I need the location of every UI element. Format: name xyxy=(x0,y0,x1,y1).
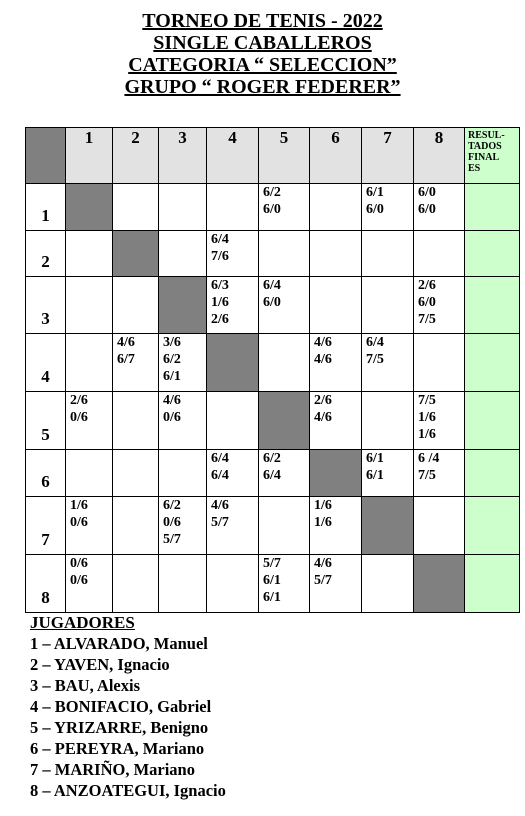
score-cell xyxy=(362,184,414,231)
score-cell xyxy=(113,392,159,450)
set-score: 6/1 xyxy=(263,573,281,588)
set-score: 6/7 xyxy=(117,352,135,367)
set-score: 4/6 xyxy=(314,335,332,350)
score-cell xyxy=(66,497,113,555)
set-score: 6/2 xyxy=(263,451,281,466)
score-cell xyxy=(207,497,259,555)
score-cell xyxy=(259,334,310,392)
score-cell xyxy=(259,231,310,277)
score-cell xyxy=(414,497,465,555)
set-score: 4/6 xyxy=(211,498,229,513)
score-cell xyxy=(362,277,414,334)
score-cell xyxy=(113,555,159,613)
row-header: 6 xyxy=(26,450,66,497)
set-score: 1/6 xyxy=(418,410,436,425)
set-score: 6/4 xyxy=(211,232,229,247)
score-cell xyxy=(159,334,207,392)
row-header: 8 xyxy=(26,555,66,613)
results-header-line: TADOS xyxy=(468,141,502,152)
score-cell xyxy=(207,277,259,334)
score-cell xyxy=(310,231,362,277)
table-row xyxy=(26,334,520,392)
set-score: 6/0 xyxy=(366,202,384,217)
score-cell xyxy=(310,184,362,231)
set-score: 6/2 xyxy=(163,352,181,367)
diagonal-cell xyxy=(362,497,414,555)
set-score: 0/6 xyxy=(163,515,181,530)
title-group: GRUPO “ ROGER FEDERER” xyxy=(124,76,401,98)
set-score: 1/6 xyxy=(314,515,332,530)
col-header-4: 4 xyxy=(207,128,259,184)
set-score: 2/6 xyxy=(418,278,436,293)
set-score: 6/4 xyxy=(263,468,281,483)
final-result-cell xyxy=(465,450,520,497)
score-cell xyxy=(207,450,259,497)
score-cell xyxy=(362,555,414,613)
set-score: 7/5 xyxy=(418,393,436,408)
score-cell xyxy=(207,231,259,277)
set-score: 0/6 xyxy=(70,515,88,530)
score-cell xyxy=(207,184,259,231)
score-cell xyxy=(310,392,362,450)
set-score: 3/6 xyxy=(163,335,181,350)
score-cell xyxy=(259,497,310,555)
col-header-5: 5 xyxy=(259,128,310,184)
set-score: 6/3 xyxy=(211,278,229,293)
set-score: 6/4 xyxy=(263,278,281,293)
table-row xyxy=(26,555,520,613)
set-score: 4/6 xyxy=(163,393,181,408)
col-header-1: 1 xyxy=(66,128,113,184)
row-header: 7 xyxy=(26,497,66,555)
col-header-2: 2 xyxy=(113,128,159,184)
players-heading: JUGADORES xyxy=(30,613,135,632)
col-header-3: 3 xyxy=(159,128,207,184)
set-score: 4/6 xyxy=(117,335,135,350)
col-header-8: 8 xyxy=(414,128,465,184)
score-cell xyxy=(362,231,414,277)
set-score: 5/7 xyxy=(163,532,181,547)
col-header-7: 7 xyxy=(362,128,414,184)
diagonal-cell xyxy=(414,555,465,613)
table-row xyxy=(26,231,520,277)
set-score: 6/4 xyxy=(211,451,229,466)
set-score: 6/1 xyxy=(366,451,384,466)
table-row xyxy=(26,497,520,555)
diagonal-cell xyxy=(159,277,207,334)
score-cell xyxy=(113,184,159,231)
final-result-cell xyxy=(465,184,520,231)
player-item: 5 – YRIZARRE, Benigno xyxy=(30,718,209,737)
diagonal-cell xyxy=(259,392,310,450)
row-header: 4 xyxy=(26,334,66,392)
score-cell xyxy=(113,277,159,334)
final-result-cell xyxy=(465,277,520,334)
set-score: 6/0 xyxy=(418,295,436,310)
title-tournament: TORNEO DE TENIS - 2022 xyxy=(142,10,383,32)
score-cell xyxy=(159,450,207,497)
set-score: 0/6 xyxy=(70,410,88,425)
score-cell xyxy=(414,184,465,231)
set-score: 7/5 xyxy=(418,312,436,327)
final-result-cell xyxy=(465,334,520,392)
set-score: 7/5 xyxy=(366,352,384,367)
set-score: 0/6 xyxy=(70,573,88,588)
score-cell xyxy=(159,555,207,613)
set-score: 6 /4 xyxy=(418,451,440,466)
score-cell xyxy=(66,231,113,277)
score-cell xyxy=(66,450,113,497)
title-division: SINGLE CABALLEROS xyxy=(153,32,372,54)
score-cell xyxy=(113,450,159,497)
set-score: 1/6 xyxy=(314,498,332,513)
results-grid xyxy=(25,127,520,613)
set-score: 6/1 xyxy=(263,590,281,605)
set-score: 1/6 xyxy=(418,427,436,442)
player-item: 2 – YAVEN, Ignacio xyxy=(30,655,170,674)
score-cell xyxy=(414,231,465,277)
set-score: 6/1 xyxy=(366,468,384,483)
set-score: 5/7 xyxy=(211,515,229,530)
score-cell xyxy=(159,497,207,555)
score-cell xyxy=(362,450,414,497)
results-header xyxy=(465,128,520,184)
player-item: 3 – BAU, Alexis xyxy=(30,676,141,695)
score-cell xyxy=(310,497,362,555)
set-score: 0/6 xyxy=(163,410,181,425)
set-score: 5/7 xyxy=(314,573,332,588)
set-score: 4/6 xyxy=(314,410,332,425)
diagonal-cell xyxy=(66,184,113,231)
table-row xyxy=(26,450,520,497)
score-cell xyxy=(207,555,259,613)
score-cell xyxy=(310,277,362,334)
score-cell xyxy=(259,555,310,613)
player-item: 8 – ANZOATEGUI, Ignacio xyxy=(30,781,226,800)
table-row xyxy=(26,184,520,231)
set-score: 0/6 xyxy=(70,556,88,571)
score-cell xyxy=(159,231,207,277)
score-cell xyxy=(414,450,465,497)
score-cell xyxy=(362,392,414,450)
score-cell xyxy=(113,497,159,555)
set-score: 7/5 xyxy=(418,468,436,483)
player-item: 6 – PEREYRA, Mariano xyxy=(30,739,205,758)
diagonal-cell xyxy=(207,334,259,392)
set-score: 2/6 xyxy=(211,312,229,327)
corner-cell xyxy=(26,128,66,184)
set-score: 6/2 xyxy=(163,498,181,513)
final-result-cell xyxy=(465,555,520,613)
set-score: 4/6 xyxy=(314,352,332,367)
score-cell xyxy=(259,184,310,231)
set-score: 5/7 xyxy=(263,556,281,571)
set-score: 6/0 xyxy=(418,185,436,200)
score-cell xyxy=(113,334,159,392)
score-cell xyxy=(259,277,310,334)
document-title xyxy=(0,10,525,98)
score-cell xyxy=(159,184,207,231)
row-header: 2 xyxy=(26,231,66,277)
set-score: 7/6 xyxy=(211,249,229,264)
score-cell xyxy=(362,334,414,392)
set-score: 6/2 xyxy=(263,185,281,200)
header-row xyxy=(26,128,520,184)
title-category: CATEGORIA “ SELECCION” xyxy=(128,54,397,76)
score-cell xyxy=(66,392,113,450)
set-score: 6/4 xyxy=(211,468,229,483)
score-cell xyxy=(159,392,207,450)
diagonal-cell xyxy=(113,231,159,277)
score-cell xyxy=(66,555,113,613)
results-header-line: FINAL xyxy=(468,152,500,163)
set-score: 6/4 xyxy=(366,335,384,350)
final-result-cell xyxy=(465,231,520,277)
set-score: 6/0 xyxy=(263,202,281,217)
set-score: 6/0 xyxy=(418,202,436,217)
score-cell xyxy=(259,450,310,497)
score-cell xyxy=(414,277,465,334)
player-item: 4 – BONIFACIO, Gabriel xyxy=(30,697,212,716)
row-header: 5 xyxy=(26,392,66,450)
score-cell xyxy=(207,392,259,450)
score-cell xyxy=(310,555,362,613)
set-score: 2/6 xyxy=(314,393,332,408)
score-cell xyxy=(66,277,113,334)
table-row xyxy=(26,277,520,334)
set-score: 6/1 xyxy=(163,369,181,384)
table-row xyxy=(26,392,520,450)
diagonal-cell xyxy=(310,450,362,497)
score-cell xyxy=(66,334,113,392)
row-header: 3 xyxy=(26,277,66,334)
results-header-line: ES xyxy=(468,163,481,174)
player-item: 1 – ALVARADO, Manuel xyxy=(30,634,208,653)
set-score: 4/6 xyxy=(314,556,332,571)
set-score: 1/6 xyxy=(70,498,88,513)
score-cell xyxy=(414,334,465,392)
set-score: 1/6 xyxy=(211,295,229,310)
set-score: 6/0 xyxy=(263,295,281,310)
set-score: 2/6 xyxy=(70,393,88,408)
results-header-line: RESUL- xyxy=(468,130,505,141)
score-cell xyxy=(310,334,362,392)
row-header: 1 xyxy=(26,184,66,231)
score-cell xyxy=(414,392,465,450)
set-score: 6/1 xyxy=(366,185,384,200)
players-list xyxy=(30,612,226,801)
final-result-cell xyxy=(465,392,520,450)
player-item: 7 – MARIÑO, Mariano xyxy=(30,760,195,779)
col-header-6: 6 xyxy=(310,128,362,184)
final-result-cell xyxy=(465,497,520,555)
